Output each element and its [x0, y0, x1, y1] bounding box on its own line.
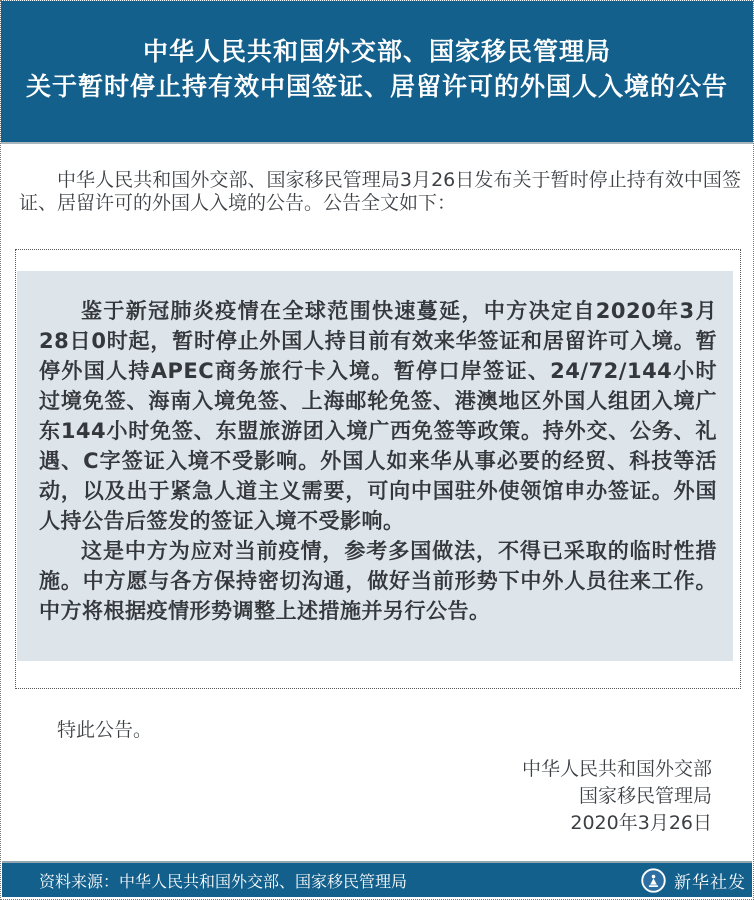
credit-block [641, 868, 746, 893]
xinhua-emblem-icon [641, 868, 666, 893]
signature-block [522, 756, 712, 837]
footer-bar [2, 861, 752, 897]
signature-org-1: 中华人民共和国外交部 [521, 758, 712, 780]
notice-paragraph-2: 这是中方为应对当前疫情，参考多国做法，不得已采取的临时性措施。中方愿与各方保持密切沟通，做好当前形势下中外人员往来工作。中方将根据疫情形势调整上述措施并另行公告。 [39, 539, 717, 623]
notice-body [17, 271, 733, 661]
intro-paragraph: 中华人民共和国外交部、国家移民管理局3月26日发布关于暂时停止持有效中国签证、居留许可的外国人入境的公告。公告全文如下： [19, 169, 741, 214]
notice-paragraph-1: 鉴于新冠肺炎疫情在全球范围快速蔓延，中方决定自2020年3月28日0时起，暂时停止外国人持目前有效来华签证和居留许可入境。暂停外国人持APEC商务旅行卡入境。暂停口岸签证、24/72/144小时过境免签、海南入境免签、上海邮轮免签、港澳地区外国人组团入境广东144小时免签、东盟旅游团入境广西免签等政策。持外交、公务、礼遇、C字签证入境不受影响。外国人如来华从事必要的经贸、科技等活动，以及出于紧急人道主义需要，可向中国驻外使领馆申办签证。外国人持公告后签发的签证入境不受影响。 [39, 299, 717, 533]
notice-box [15, 249, 741, 689]
header-banner [1, 1, 753, 144]
signature-date: 2020年3月26日 [570, 812, 712, 834]
credit-text: 新华社发 [674, 872, 746, 893]
title-line-1: 中华人民共和国外交部、国家移民管理局 [142, 37, 611, 66]
signature-org-2: 国家移民管理局 [578, 785, 712, 807]
closing-line: 特此公告。 [57, 719, 153, 741]
title-line-2: 关于暂时停止持有效中国签证、居留许可的外国人入境的公告 [25, 72, 728, 101]
source-text: 资料来源：中华人民共和国外交部、国家移民管理局 [39, 871, 408, 891]
